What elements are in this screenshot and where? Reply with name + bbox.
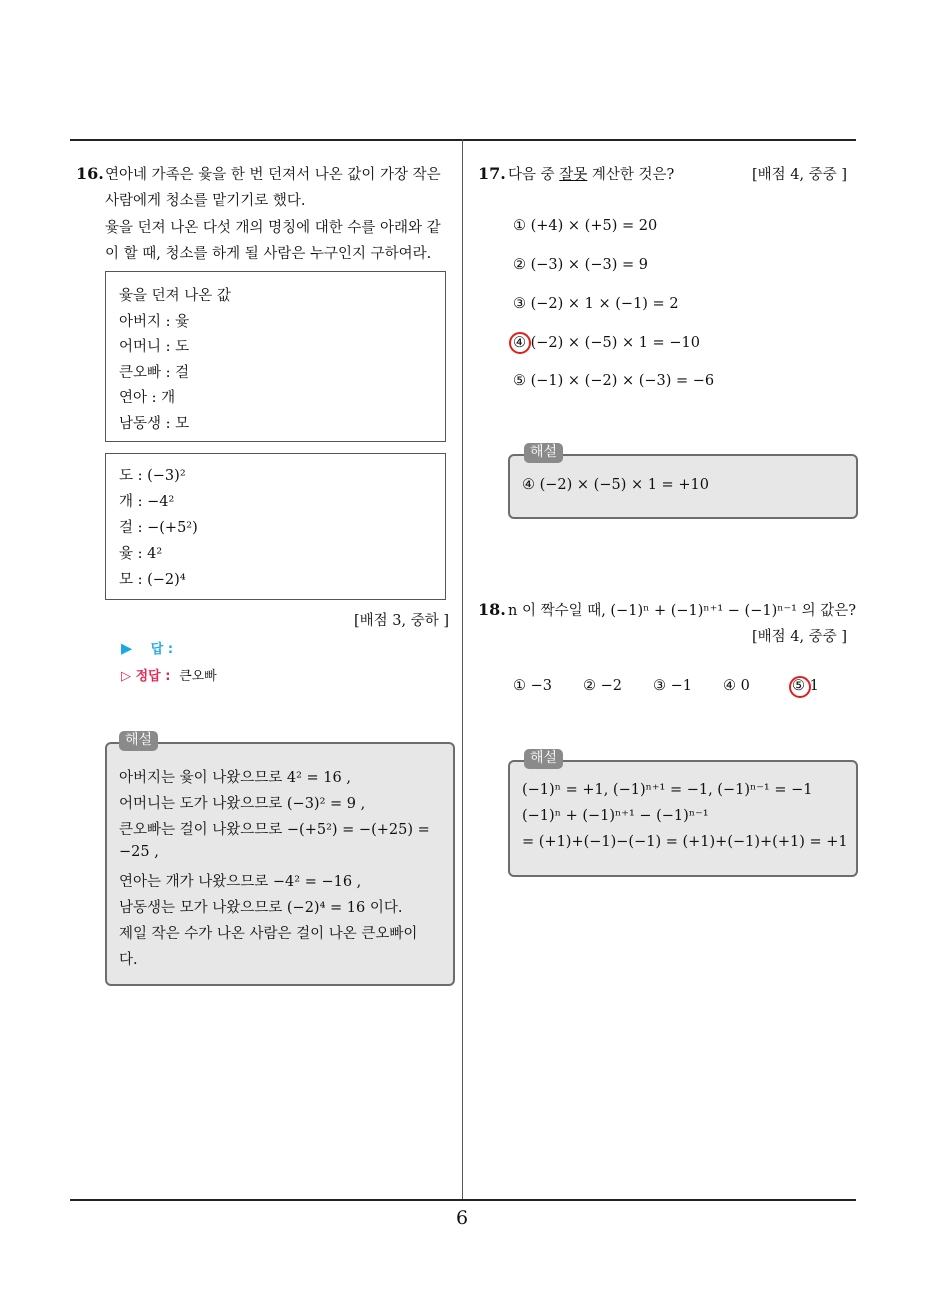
bottom-rule xyxy=(70,1199,856,1201)
question-text-line: 윷을 던져 나온 다섯 개의 명칭에 대한 수를 아래와 같 xyxy=(105,220,441,236)
answer-label: 답 : xyxy=(150,642,174,657)
box-line: 윷을 던져 나온 값 xyxy=(119,288,231,304)
solution-line: 다. xyxy=(119,952,138,968)
solution-line: 연아는 개가 나왔으므로 −4² = −16 , xyxy=(119,874,362,890)
solution-line: 아버지는 윷이 나왔으므로 4² = 16 , xyxy=(119,770,351,786)
solution-tag: 해설 xyxy=(524,443,563,463)
solution-line: = (+1)+(−1)−(−1) = (+1)+(−1)+(+1) = +1 xyxy=(522,834,848,850)
question-number: 17. xyxy=(478,164,506,183)
question-number: 16. xyxy=(76,164,104,183)
solution-line: 제일 작은 수가 나온 사람은 걸이 나온 큰오빠이 xyxy=(119,926,418,942)
choice-4[interactable]: ④ (−2) × (−5) × 1 = −10 xyxy=(513,335,700,351)
solution-box xyxy=(105,742,455,986)
value-table-box xyxy=(105,453,446,600)
score-label: [배점 4, 중중 ] xyxy=(752,629,848,645)
question-text-line: 이 할 때, 청소를 하게 될 사람은 누구인지 구하여라. xyxy=(105,246,432,262)
correct-row xyxy=(121,666,217,687)
box-line: 아버지 : 윷 xyxy=(119,314,190,330)
value-line: 모 : (−2)⁴ xyxy=(119,572,186,588)
selected-answer-mark xyxy=(789,676,811,698)
solution-tag: 해설 xyxy=(524,749,563,769)
solution-box xyxy=(508,760,858,877)
score-label: [배점 4, 중중 ] xyxy=(752,167,848,183)
question-number: 18. xyxy=(478,600,506,619)
solution-line: 남동생는 모가 나왔으므로 (−2)⁴ = 16 이다. xyxy=(119,900,403,916)
answer-row xyxy=(121,639,173,660)
solution-line: (−1)ⁿ = +1, (−1)ⁿ⁺¹ = −1, (−1)ⁿ⁻¹ = −1 xyxy=(522,782,813,798)
solution-line: −25 , xyxy=(119,844,159,860)
box-line: 큰오빠 : 걸 xyxy=(119,365,190,381)
question-text-line: 연아네 가족은 윷을 한 번 던져서 나온 값이 가장 작은 xyxy=(105,167,441,183)
value-line: 도 : (−3)² xyxy=(119,468,186,484)
box-line: 연아 : 개 xyxy=(119,390,176,406)
throw-results-box xyxy=(105,271,446,442)
solution-line: ④ (−2) × (−5) × 1 = +10 xyxy=(522,477,709,493)
choice-2[interactable]: ② (−3) × (−3) = 9 xyxy=(513,257,648,273)
score-label: [배점 3, 중하 ] xyxy=(354,613,450,629)
question-text: 다음 중 잘못 계산한 것은? xyxy=(508,167,675,183)
selected-answer-mark xyxy=(509,332,531,354)
correct-label: 정답 : xyxy=(135,669,171,684)
solution-box xyxy=(508,454,858,519)
top-rule xyxy=(70,139,856,141)
solution-line: 큰오빠는 걸이 나왔으므로 −(+5²) = −(+25) = xyxy=(119,822,430,838)
solution-line: (−1)ⁿ + (−1)ⁿ⁺¹ − (−1)ⁿ⁻¹ xyxy=(522,808,709,824)
outline-triangle-icon: ▷ xyxy=(121,669,131,684)
choice-1[interactable]: ① −3 xyxy=(513,678,552,694)
choice-1[interactable]: ① (+4) × (+5) = 20 xyxy=(513,218,658,234)
play-triangle-icon: ▶ xyxy=(121,641,133,657)
box-line: 어머니 : 도 xyxy=(119,339,190,355)
choice-5[interactable]: ⑤ (−1) × (−2) × (−3) = −6 xyxy=(513,373,715,389)
underlined-word: 잘못 xyxy=(559,167,588,183)
column-divider xyxy=(462,139,463,1201)
choice-2[interactable]: ② −2 xyxy=(583,678,622,694)
value-line: 걸 : −(+5²) xyxy=(119,520,198,536)
page-number: 6 xyxy=(456,1207,469,1229)
solution-line: 어머니는 도가 나왔으므로 (−3)² = 9 , xyxy=(119,796,366,812)
choice-3[interactable]: ③ (−2) × 1 × (−1) = 2 xyxy=(513,296,679,312)
choice-5[interactable]: ⑤ 1 xyxy=(792,678,819,694)
value-line: 윷 : 4² xyxy=(119,546,163,562)
box-line: 남동생 : 모 xyxy=(119,416,190,432)
solution-tag: 해설 xyxy=(119,731,158,751)
correct-value: 큰오빠 xyxy=(179,669,217,684)
choice-3[interactable]: ③ −1 xyxy=(653,678,692,694)
question-text-line: 사람에게 청소를 맡기기로 했다. xyxy=(105,193,306,209)
value-line: 개 : −4² xyxy=(119,494,175,510)
choice-4[interactable]: ④ 0 xyxy=(723,678,750,694)
question-text: n 이 짝수일 때, (−1)ⁿ + (−1)ⁿ⁺¹ − (−1)ⁿ⁻¹ 의 값은? xyxy=(508,603,856,619)
